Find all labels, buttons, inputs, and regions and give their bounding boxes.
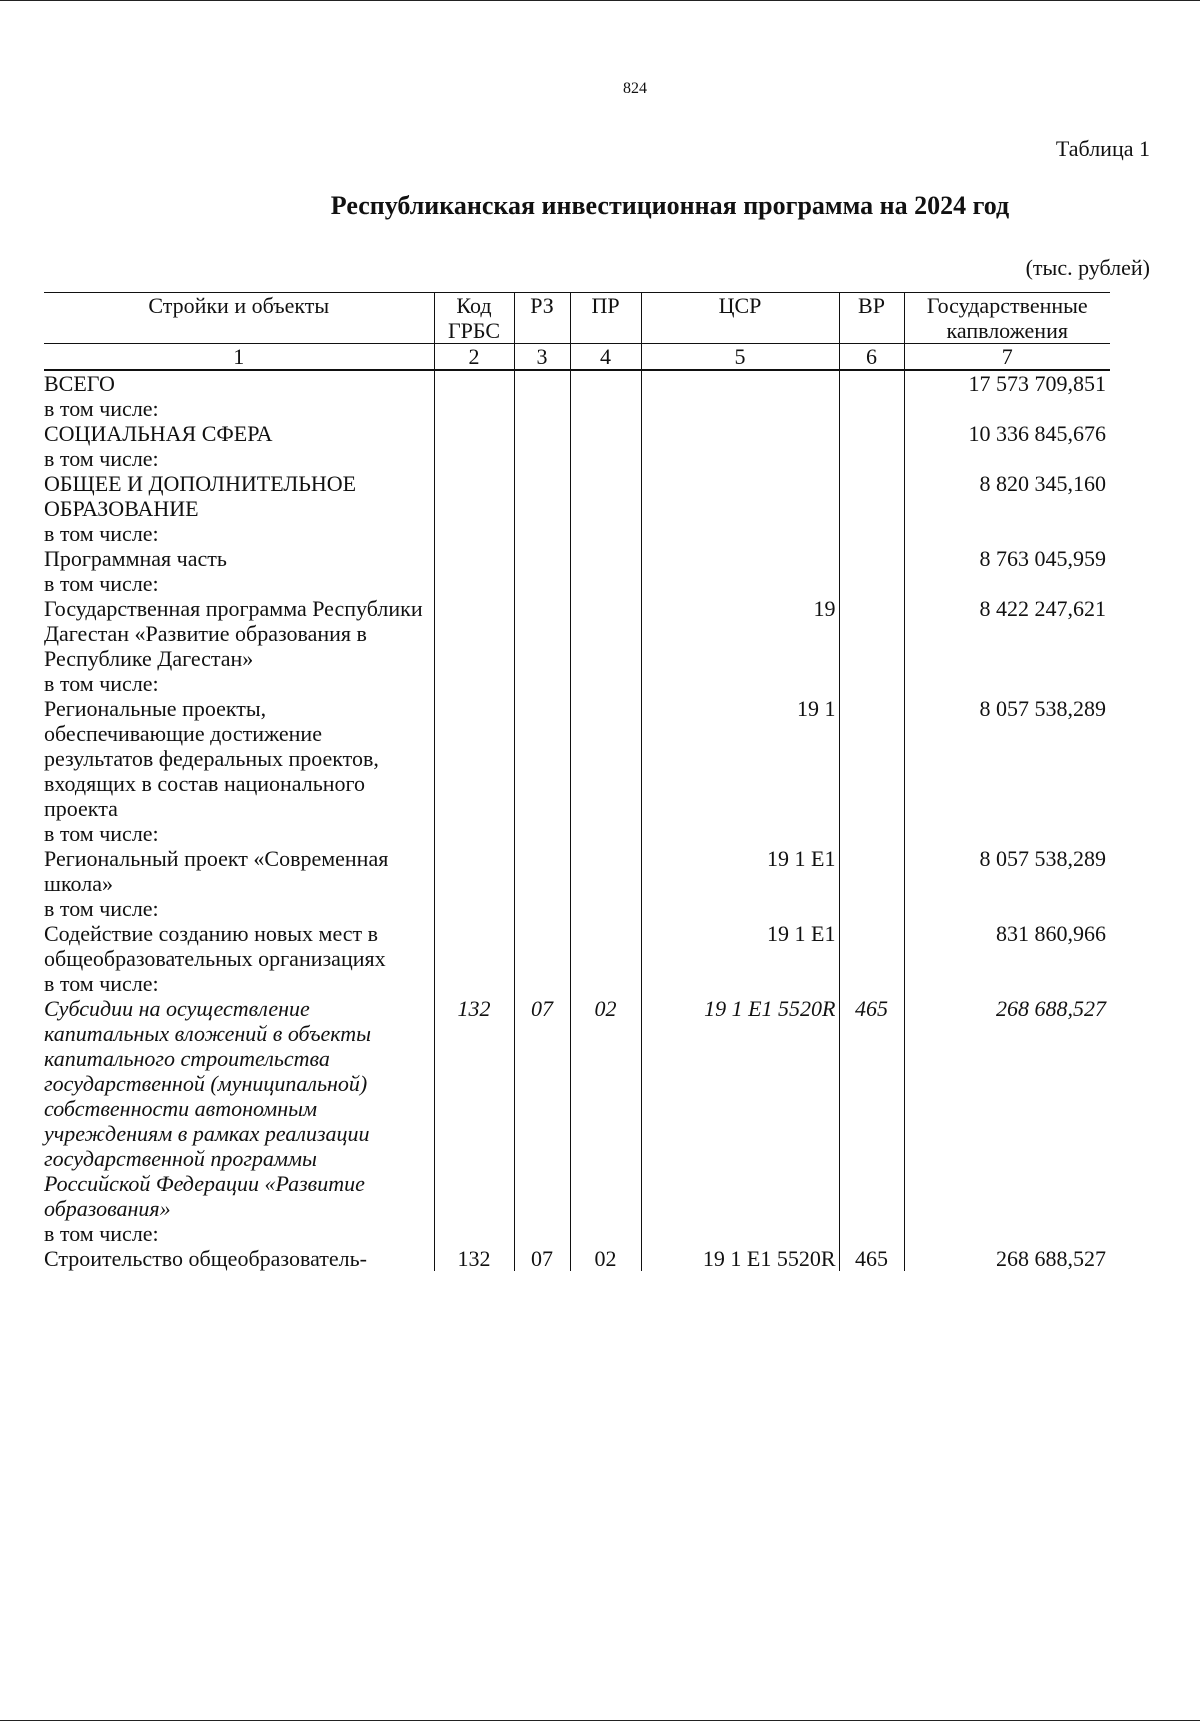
row-grbs: 132 bbox=[434, 996, 514, 1221]
table-row bbox=[44, 446, 1110, 471]
header-row bbox=[44, 293, 1110, 344]
column-number: 4 bbox=[570, 344, 641, 371]
row-rz bbox=[514, 896, 570, 921]
row-csr bbox=[641, 571, 839, 596]
header-pr: ПР bbox=[570, 293, 641, 344]
row-pr bbox=[570, 896, 641, 921]
row-rz bbox=[514, 370, 570, 396]
row-csr bbox=[641, 1221, 839, 1246]
row-csr: 19 1 E1 bbox=[641, 921, 839, 971]
row-grbs bbox=[434, 471, 514, 521]
row-amount bbox=[904, 571, 1110, 596]
table-row bbox=[44, 921, 1110, 971]
row-rz bbox=[514, 421, 570, 446]
row-amount bbox=[904, 1221, 1110, 1246]
row-rz bbox=[514, 396, 570, 421]
row-vr bbox=[839, 896, 904, 921]
header-capital: Государственные капвложения bbox=[904, 293, 1110, 344]
table-row bbox=[44, 1221, 1110, 1246]
row-grbs bbox=[434, 396, 514, 421]
row-csr: 19 1 E1 5520R bbox=[641, 996, 839, 1221]
row-rz bbox=[514, 546, 570, 571]
row-rz bbox=[514, 1221, 570, 1246]
row-grbs bbox=[434, 571, 514, 596]
row-vr bbox=[839, 821, 904, 846]
row-name: в том числе: bbox=[44, 971, 159, 996]
row-vr bbox=[839, 596, 904, 671]
row-vr bbox=[839, 521, 904, 546]
row-name: в том числе: bbox=[44, 396, 159, 421]
row-pr bbox=[570, 471, 641, 521]
row-pr bbox=[570, 696, 641, 821]
row-rz bbox=[514, 521, 570, 546]
table-row bbox=[44, 896, 1110, 921]
row-csr bbox=[641, 370, 839, 396]
row-csr: 19 1 bbox=[641, 696, 839, 821]
row-grbs bbox=[434, 446, 514, 471]
row-pr bbox=[570, 921, 641, 971]
row-vr bbox=[839, 370, 904, 396]
row-name: в том числе: bbox=[44, 671, 159, 696]
row-csr: 19 bbox=[641, 596, 839, 671]
row-pr bbox=[570, 1221, 641, 1246]
row-grbs bbox=[434, 821, 514, 846]
row-amount: 10 336 845,676 bbox=[904, 421, 1110, 446]
row-name: Содействие созданию новых мест в общеобразовательных организациях bbox=[44, 921, 386, 971]
row-vr bbox=[839, 1221, 904, 1246]
row-amount bbox=[904, 821, 1110, 846]
column-number: 1 bbox=[44, 344, 434, 371]
row-pr bbox=[570, 446, 641, 471]
table-row bbox=[44, 821, 1110, 846]
row-rz bbox=[514, 471, 570, 521]
row-name: Программная часть bbox=[44, 546, 227, 571]
table-row bbox=[44, 421, 1110, 446]
row-name: в том числе: bbox=[44, 446, 159, 471]
header-rz: РЗ bbox=[514, 293, 570, 344]
row-name: Строительство общеобразователь- bbox=[44, 1246, 367, 1271]
row-amount bbox=[904, 521, 1110, 546]
table-row bbox=[44, 971, 1110, 996]
row-vr bbox=[839, 471, 904, 521]
row-csr bbox=[641, 671, 839, 696]
row-pr bbox=[570, 571, 641, 596]
row-pr bbox=[570, 846, 641, 896]
row-name: СОЦИАЛЬНАЯ СФЕРА bbox=[44, 421, 273, 446]
row-amount: 8 763 045,959 bbox=[904, 546, 1110, 571]
row-rz bbox=[514, 846, 570, 896]
row-name: в том числе: bbox=[44, 521, 159, 546]
row-grbs bbox=[434, 696, 514, 821]
row-grbs bbox=[434, 971, 514, 996]
row-amount bbox=[904, 971, 1110, 996]
document-title: Республиканская инвестиционная программа на 2024 год bbox=[330, 191, 1010, 220]
row-vr bbox=[839, 571, 904, 596]
row-amount: 8 422 247,621 bbox=[904, 596, 1110, 671]
row-rz bbox=[514, 696, 570, 821]
row-name: Региональные проекты, обеспечивающие достижение результатов федеральных проектов, входящих в состав национального проекта bbox=[44, 696, 379, 821]
bottom-edge-line bbox=[0, 1720, 1200, 1721]
row-vr: 465 bbox=[839, 1246, 904, 1271]
table-row bbox=[44, 396, 1110, 421]
row-amount bbox=[904, 896, 1110, 921]
row-rz bbox=[514, 821, 570, 846]
row-pr bbox=[570, 971, 641, 996]
row-pr bbox=[570, 370, 641, 396]
table-row bbox=[44, 546, 1110, 571]
table-row bbox=[44, 671, 1110, 696]
row-amount bbox=[904, 446, 1110, 471]
row-name: ОБЩЕЕ И ДОПОЛНИТЕЛЬНОЕ ОБРАЗОВАНИЕ bbox=[44, 471, 357, 521]
row-vr bbox=[839, 671, 904, 696]
row-name: ВСЕГО bbox=[44, 371, 115, 396]
row-grbs bbox=[434, 521, 514, 546]
row-vr bbox=[839, 446, 904, 471]
row-amount: 8 057 538,289 bbox=[904, 696, 1110, 821]
row-amount bbox=[904, 396, 1110, 421]
page-number: 824 bbox=[623, 80, 647, 97]
row-rz bbox=[514, 971, 570, 996]
table-row bbox=[44, 571, 1110, 596]
units-label: (тыс. рублей) bbox=[1025, 255, 1150, 280]
row-pr bbox=[570, 396, 641, 421]
row-pr: 02 bbox=[570, 996, 641, 1221]
row-vr bbox=[839, 921, 904, 971]
row-vr: 465 bbox=[839, 996, 904, 1221]
row-grbs bbox=[434, 1221, 514, 1246]
row-vr bbox=[839, 846, 904, 896]
row-grbs bbox=[434, 421, 514, 446]
row-pr bbox=[570, 821, 641, 846]
row-grbs bbox=[434, 546, 514, 571]
row-amount: 268 688,527 bbox=[904, 1246, 1110, 1271]
row-rz bbox=[514, 571, 570, 596]
row-vr bbox=[839, 396, 904, 421]
column-number: 2 bbox=[434, 344, 514, 371]
table-row bbox=[44, 846, 1110, 896]
row-name: в том числе: bbox=[44, 1221, 159, 1246]
row-grbs bbox=[434, 370, 514, 396]
row-amount: 8 057 538,289 bbox=[904, 846, 1110, 896]
row-csr bbox=[641, 446, 839, 471]
table-label: Таблица 1 bbox=[1055, 136, 1150, 161]
row-pr bbox=[570, 421, 641, 446]
column-number: 5 bbox=[641, 344, 839, 371]
row-rz: 07 bbox=[514, 1246, 570, 1271]
row-amount: 268 688,527 bbox=[904, 996, 1110, 1221]
row-csr bbox=[641, 546, 839, 571]
row-rz: 07 bbox=[514, 996, 570, 1221]
column-number: 6 bbox=[839, 344, 904, 371]
row-name: в том числе: bbox=[44, 821, 159, 846]
row-csr bbox=[641, 396, 839, 421]
row-grbs bbox=[434, 846, 514, 896]
table-row bbox=[44, 596, 1110, 671]
row-name: Региональный проект «Современная школа» bbox=[44, 846, 389, 896]
row-amount: 17 573 709,851 bbox=[904, 370, 1110, 396]
top-edge-line bbox=[0, 0, 1200, 1]
row-csr bbox=[641, 821, 839, 846]
row-grbs bbox=[434, 896, 514, 921]
row-rz bbox=[514, 921, 570, 971]
table-row bbox=[44, 370, 1110, 396]
table-body bbox=[44, 370, 1110, 1271]
row-pr bbox=[570, 596, 641, 671]
row-name: Субсидии на осуществление капитальных вложений в объекты капитального строительства государственной (муниципальной) собственности автономным учреждениям в рамках реализации государственной программы Российской Федерации «Развитие образования» bbox=[44, 996, 372, 1221]
column-number: 7 bbox=[904, 344, 1110, 371]
table-row bbox=[44, 471, 1110, 521]
investment-table bbox=[44, 292, 1110, 1271]
row-rz bbox=[514, 446, 570, 471]
row-csr bbox=[641, 896, 839, 921]
header-vr: ВР bbox=[839, 293, 904, 344]
row-vr bbox=[839, 546, 904, 571]
row-csr: 19 1 E1 5520R bbox=[641, 1246, 839, 1271]
row-csr: 19 1 E1 bbox=[641, 846, 839, 896]
row-rz bbox=[514, 671, 570, 696]
row-pr bbox=[570, 671, 641, 696]
header-csr: ЦСР bbox=[641, 293, 839, 344]
row-pr: 02 bbox=[570, 1246, 641, 1271]
row-amount: 831 860,966 bbox=[904, 921, 1110, 971]
table-row bbox=[44, 521, 1110, 546]
row-vr bbox=[839, 971, 904, 996]
row-rz bbox=[514, 596, 570, 671]
row-name: в том числе: bbox=[44, 896, 159, 921]
table-row bbox=[44, 996, 1110, 1221]
row-amount bbox=[904, 671, 1110, 696]
table-row bbox=[44, 696, 1110, 821]
row-vr bbox=[839, 696, 904, 821]
header-grbs: Код ГРБС bbox=[434, 293, 514, 344]
row-csr bbox=[641, 971, 839, 996]
row-amount: 8 820 345,160 bbox=[904, 471, 1110, 521]
row-name: в том числе: bbox=[44, 571, 159, 596]
row-name: Государственная программа Республики Дагестан «Развитие образования в Республике Дагестан» bbox=[44, 596, 423, 671]
row-csr bbox=[641, 471, 839, 521]
column-number-row bbox=[44, 344, 1110, 371]
table-row bbox=[44, 1246, 1110, 1271]
row-pr bbox=[570, 521, 641, 546]
column-number: 3 bbox=[514, 344, 570, 371]
row-csr bbox=[641, 421, 839, 446]
header-objects: Стройки и объекты bbox=[44, 293, 434, 344]
row-pr bbox=[570, 546, 641, 571]
row-grbs bbox=[434, 921, 514, 971]
row-grbs bbox=[434, 596, 514, 671]
row-grbs: 132 bbox=[434, 1246, 514, 1271]
row-grbs bbox=[434, 671, 514, 696]
row-vr bbox=[839, 421, 904, 446]
row-csr bbox=[641, 521, 839, 546]
